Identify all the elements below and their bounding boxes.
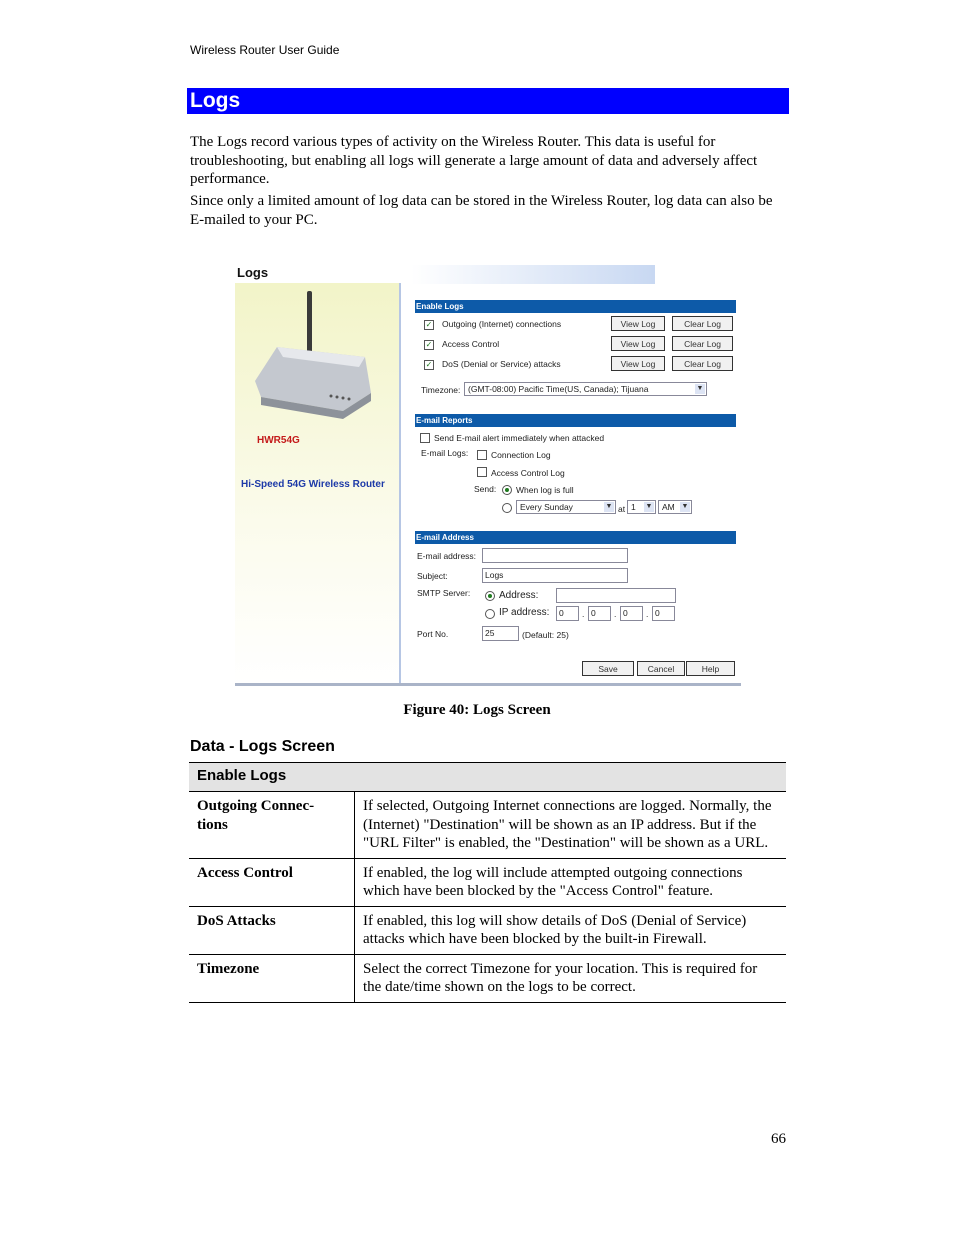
table-row [189,858,786,906]
smtp-ip-label: IP address: [499,607,550,618]
row-description: If selected, Outgoing Internet connections are logged. Normally, the (Internet) "Destination" will be shown as an IP address. But if the "URL Filter" is enabled, the "Destination" will be shown as a URL. [355,792,787,859]
product-panel [235,283,401,683]
email-address-header: E-mail Address [415,531,736,544]
logs-screenshot [235,263,741,687]
screen-title: Logs [237,265,269,280]
section-title: Logs [190,89,241,112]
when-full-radio[interactable] [502,485,512,495]
term-line: tions [197,816,228,833]
email-address-label: E-mail address: [417,551,477,561]
schedule-radio[interactable] [502,503,512,513]
outgoing-label: Outgoing (Internet) connections [442,319,562,329]
term-line: Outgoing Connec- [197,798,315,814]
email-reports-header: E-mail Reports [415,414,736,427]
ampm-select[interactable] [658,500,692,514]
row-description: If enabled, the log will include attempted outgoing connections which have been blocked by the "Access Control" feature. [355,858,787,906]
send-alert-checkbox[interactable] [420,433,430,443]
port-label: Port No. [417,629,449,639]
timezone-value: (GMT-08:00) Pacific Time(US, Canada); Tijuana [468,384,649,394]
row-term: Access Control [189,858,355,906]
ip-dot: . [646,609,649,619]
outgoing-clear-log-button[interactable]: Clear Log [672,316,733,331]
intro-paragraph: The Logs record various types of activity on the Wireless Router. This data is useful for troubleshooting, but enabling all logs will generate a large amount of data and adversely affect performance. [190,134,758,187]
ip-octet-1[interactable]: 0 [556,606,579,621]
data-table-heading: Data - Logs Screen [190,738,335,755]
smtp-ip-radio[interactable] [485,609,495,619]
product-tagline: Hi-Speed 54G Wireless Router [241,479,385,490]
table-row [189,954,786,1002]
smtp-address-input[interactable] [556,588,676,603]
title-gradient [411,265,655,284]
dos-checkbox[interactable]: ✓ [425,360,433,369]
row-description: Select the correct Timezone for your location. This is required for the date/time shown on the logs to be correct. [355,954,787,1002]
group-label: Enable Logs [189,763,786,792]
schedule-day-select[interactable] [516,500,616,514]
access-clear-log-button[interactable]: Clear Log [672,336,733,351]
row-description: If enabled, this log will show details of DoS (Denial of Service) attacks which have been blocked by the built-in Firewall. [355,906,787,954]
timezone-select[interactable] [464,382,707,396]
row-term [189,792,355,859]
dos-view-log-button[interactable]: View Log [611,356,665,371]
outgoing-view-log-button[interactable]: View Log [611,316,665,331]
figure-caption: Figure 40: Logs Screen [403,702,551,718]
port-default-note: (Default: 25) [522,630,569,640]
ip-octet-4[interactable]: 0 [652,606,675,621]
help-button[interactable]: Help [686,661,735,676]
subject-label: Subject: [417,571,448,581]
enable-logs-header: Enable Logs [415,300,736,313]
dos-label: DoS (Denial or Service) attacks [442,359,561,369]
ip-octet-2[interactable]: 0 [588,606,611,621]
smtp-address-radio[interactable] [485,591,495,601]
dos-clear-log-button[interactable]: Clear Log [672,356,733,371]
access-control-log-checkbox[interactable] [477,467,487,477]
access-view-log-button[interactable]: View Log [611,336,665,351]
connection-log-checkbox[interactable] [477,450,487,460]
row-term: DoS Attacks [189,906,355,954]
when-full-label: When log is full [516,485,574,495]
smtp-label: SMTP Server: [417,588,471,598]
data-table [189,762,786,1003]
access-control-label: Access Control [442,339,500,349]
access-control-log-label: Access Control Log [491,468,565,478]
ip-dot: . [582,609,585,619]
send-alert-label: Send E-mail alert immediately when attacked [434,433,605,443]
ampm-value: AM [662,502,675,512]
hour-value: 1 [631,502,636,512]
chevron-down-icon: ▼ [696,385,704,392]
ip-dot: . [614,609,617,619]
page-number: 66 [771,1131,786,1147]
table-row [189,792,786,859]
cancel-button[interactable]: Cancel [637,661,685,676]
access-control-checkbox[interactable]: ✓ [425,340,433,349]
row-term: Timezone [189,954,355,1002]
email-logs-label: E-mail Logs: [421,448,469,458]
subject-input[interactable]: Logs [482,568,628,583]
send-label: Send: [474,484,497,494]
ip-octet-3[interactable]: 0 [620,606,643,621]
at-label: at [618,504,626,514]
save-button[interactable]: Save [582,661,634,676]
figure-bottom-border [235,683,741,686]
timezone-label: Timezone: [421,385,461,395]
chevron-down-icon: ▼ [645,503,653,510]
port-input[interactable]: 25 [482,626,519,641]
email-address-input[interactable] [482,548,628,563]
table-group-header [189,763,786,792]
hour-select[interactable] [627,500,656,514]
smtp-address-label: Address: [499,590,539,601]
connection-log-label: Connection Log [491,450,551,460]
email-paragraph: Since only a limited amount of log data can be stored in the Wireless Router, log data can also be E-mailed to your PC. [190,193,773,228]
outgoing-checkbox[interactable]: ✓ [425,320,433,329]
running-header: Wireless Router User Guide [190,43,340,57]
schedule-day-value: Every Sunday [520,502,573,512]
chevron-down-icon: ▼ [681,503,689,510]
model-name: HWR54G [257,435,300,446]
section-title-bar [187,88,789,114]
router-image [247,283,377,423]
chevron-down-icon: ▼ [605,503,613,510]
table-row [189,906,786,954]
